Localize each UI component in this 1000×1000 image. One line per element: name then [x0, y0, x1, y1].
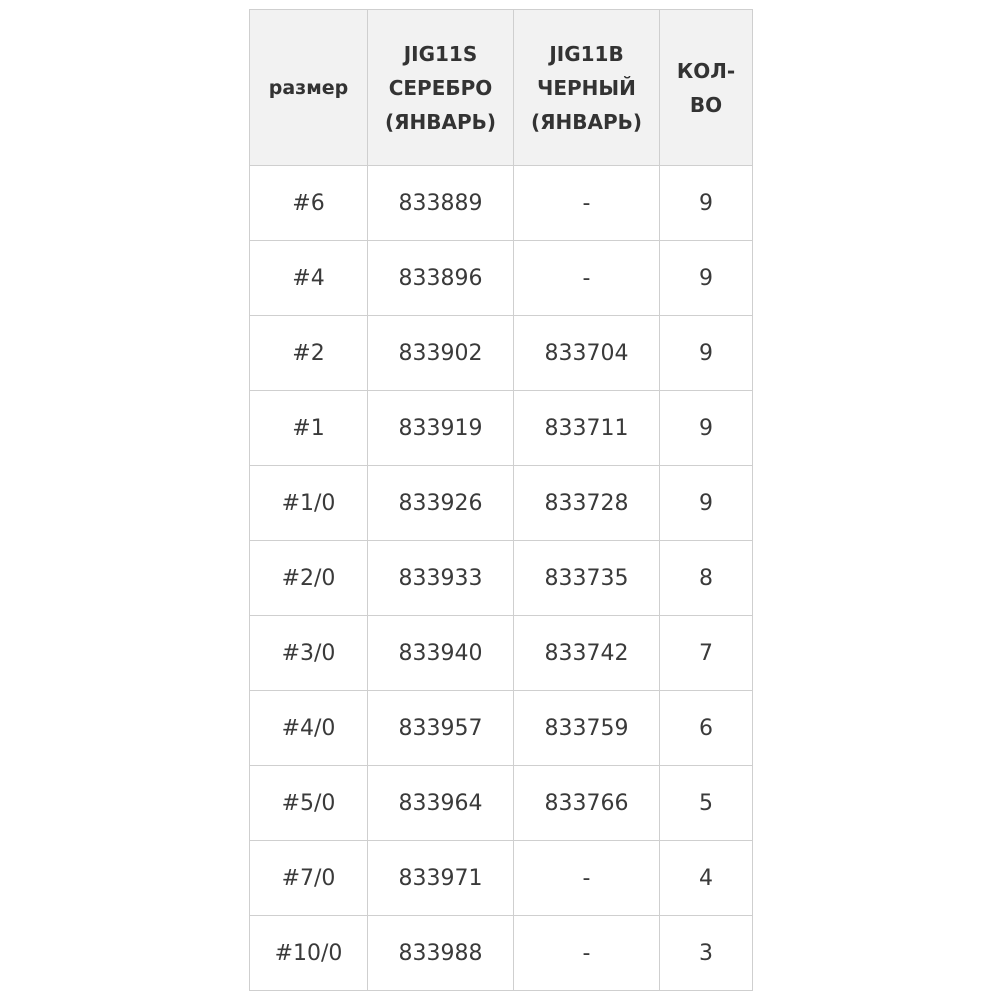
cell-size: #2/0	[250, 541, 368, 616]
cell-size: #4/0	[250, 691, 368, 766]
cell-quantity: 9	[660, 316, 753, 391]
table-row	[250, 466, 753, 541]
header-black	[514, 10, 660, 166]
cell-black-code: -	[514, 841, 660, 916]
cell-silver-code: 833902	[368, 316, 514, 391]
cell-black-code: 833704	[514, 316, 660, 391]
cell-quantity: 9	[660, 466, 753, 541]
spec-sheet	[249, 9, 752, 991]
cell-quantity: 5	[660, 766, 753, 841]
table-row	[250, 391, 753, 466]
header-black-line-3: (ЯНВАРЬ)	[530, 109, 643, 134]
table-row	[250, 541, 753, 616]
header-black-line-1: JIG11B	[549, 41, 624, 66]
header-silver-line-3: (ЯНВАРЬ)	[384, 109, 497, 134]
cell-black-code: 833759	[514, 691, 660, 766]
cell-quantity: 9	[660, 166, 753, 241]
table-body	[250, 166, 753, 991]
header-row	[250, 10, 753, 166]
header-quantity-line-2: ВО	[689, 92, 723, 117]
cell-size: #10/0	[250, 916, 368, 991]
header-black-line-2: ЧЕРНЫЙ	[537, 75, 636, 100]
cell-black-code: 833735	[514, 541, 660, 616]
cell-quantity: 8	[660, 541, 753, 616]
table-row	[250, 916, 753, 991]
cell-black-code: -	[514, 916, 660, 991]
cell-size: #6	[250, 166, 368, 241]
cell-size: #7/0	[250, 841, 368, 916]
cell-size: #1	[250, 391, 368, 466]
product-table	[249, 9, 753, 991]
cell-black-code: 833728	[514, 466, 660, 541]
table-row	[250, 616, 753, 691]
cell-silver-code: 833933	[368, 541, 514, 616]
header-quantity-line-1: КОЛ-	[676, 58, 736, 83]
cell-quantity: 9	[660, 391, 753, 466]
cell-black-code: 833766	[514, 766, 660, 841]
cell-silver-code: 833940	[368, 616, 514, 691]
header-size	[250, 10, 368, 166]
cell-silver-code: 833889	[368, 166, 514, 241]
header-quantity	[660, 10, 753, 166]
cell-size: #5/0	[250, 766, 368, 841]
table-row	[250, 316, 753, 391]
table-row	[250, 241, 753, 316]
cell-quantity: 7	[660, 616, 753, 691]
header-silver-line-1: JIG11S	[403, 41, 478, 66]
table-row	[250, 766, 753, 841]
cell-black-code: -	[514, 241, 660, 316]
cell-silver-code: 833971	[368, 841, 514, 916]
cell-silver-code: 833926	[368, 466, 514, 541]
cell-quantity: 3	[660, 916, 753, 991]
table-row	[250, 691, 753, 766]
cell-size: #1/0	[250, 466, 368, 541]
cell-quantity: 9	[660, 241, 753, 316]
cell-silver-code: 833957	[368, 691, 514, 766]
cell-size: #4	[250, 241, 368, 316]
cell-silver-code: 833964	[368, 766, 514, 841]
cell-black-code: -	[514, 166, 660, 241]
header-size-label: размер	[268, 76, 349, 99]
cell-quantity: 6	[660, 691, 753, 766]
table-row	[250, 166, 753, 241]
table-row	[250, 841, 753, 916]
cell-black-code: 833711	[514, 391, 660, 466]
header-silver	[368, 10, 514, 166]
cell-silver-code: 833896	[368, 241, 514, 316]
cell-size: #2	[250, 316, 368, 391]
header-silver-line-2: СЕРЕБРО	[388, 75, 493, 100]
cell-black-code: 833742	[514, 616, 660, 691]
cell-silver-code: 833988	[368, 916, 514, 991]
cell-quantity: 4	[660, 841, 753, 916]
cell-silver-code: 833919	[368, 391, 514, 466]
cell-size: #3/0	[250, 616, 368, 691]
